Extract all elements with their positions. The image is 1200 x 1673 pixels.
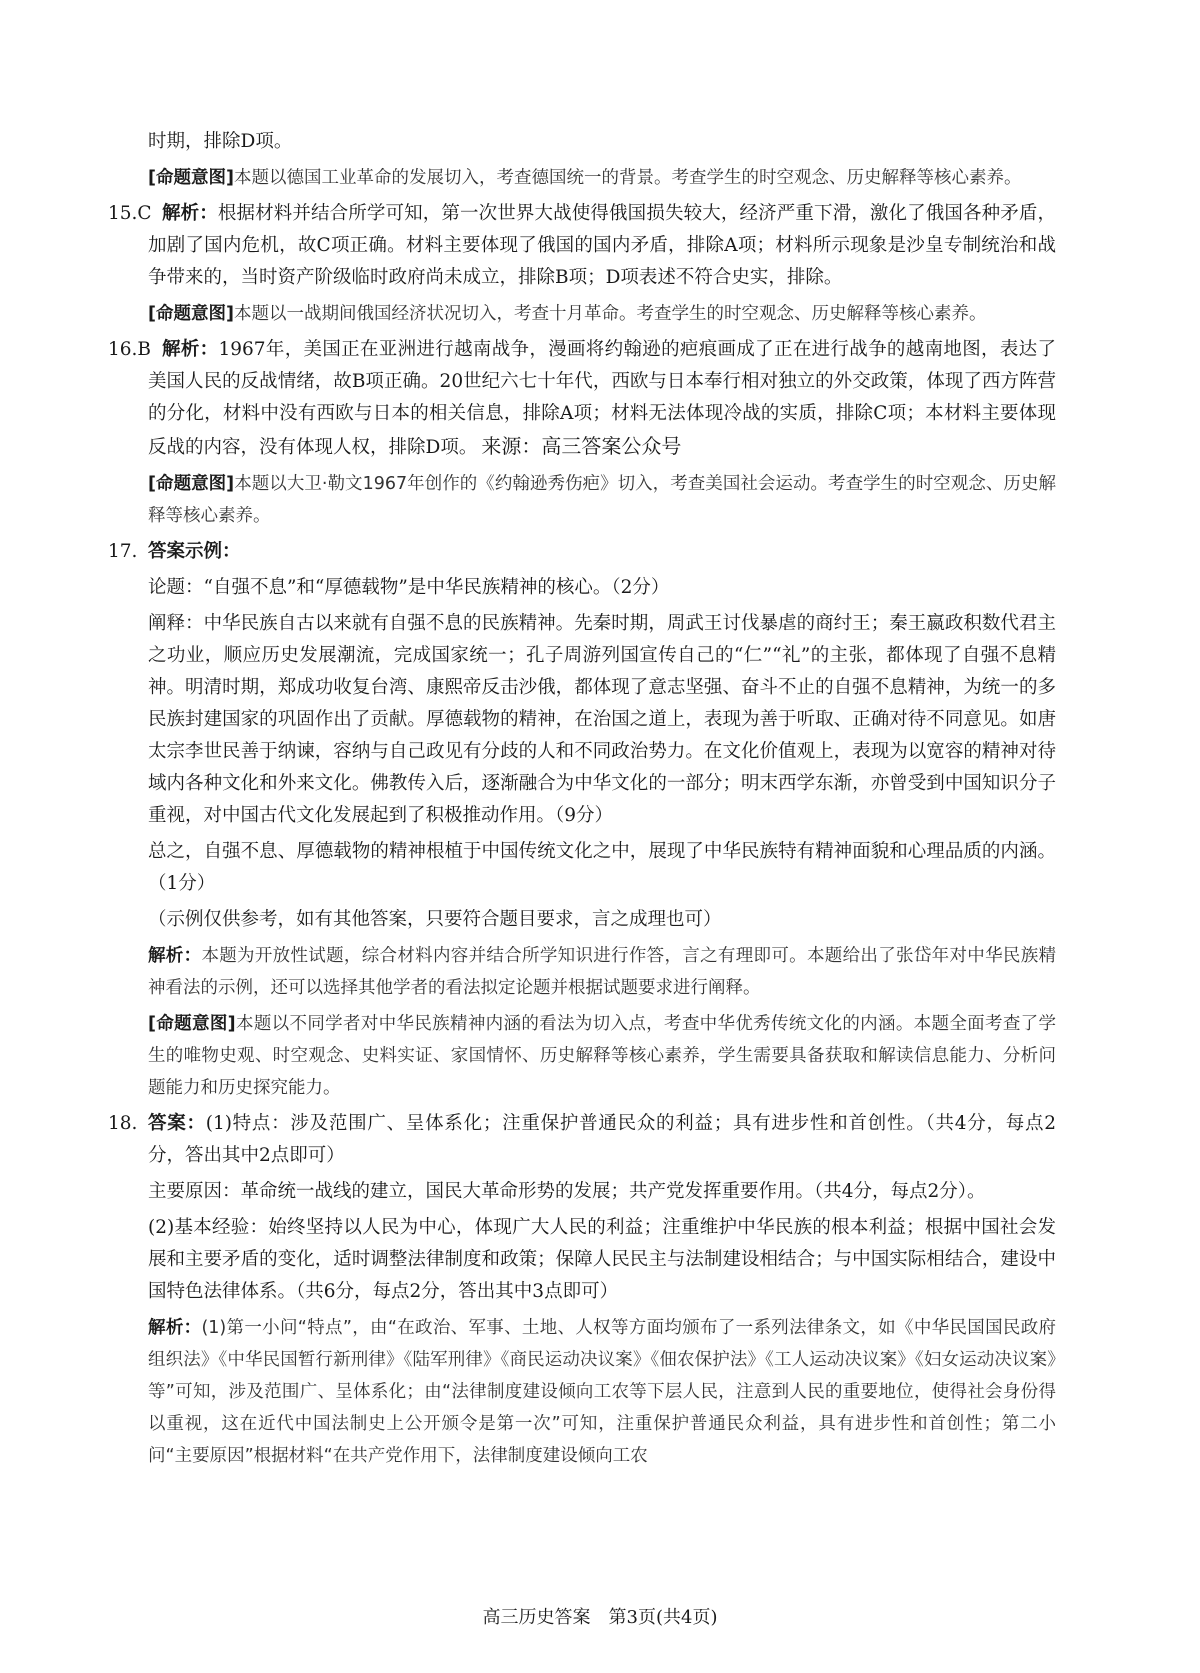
question-number: 16.B [108, 339, 152, 360]
analysis-label: 解析： [162, 203, 218, 224]
analysis-text: 1967年，美国正在亚洲进行越南战争，漫画将约翰逊的疤痕画成了正在进行战争的越南地图，表达了美国人民的反战情绪，故B项正确。20世纪六七十年代，西欧与日本奉行相对独立的外交政策，体现了西方阵营的分化，材料中没有西欧与日本的相关信息，排除A项；材料无法体现冷战的实质，排除C项；本材料主要体现反战的内容，没有体现人权，排除D项。 [148, 339, 1056, 458]
question-17 [108, 536, 1057, 1104]
intent-text: 本题以德国工业革命的发展切入，考查德国统一的背景。考查学生的时空观念、历史解释等核心素养。 [234, 168, 1022, 188]
question-15 [108, 198, 1056, 330]
analysis-label: 解析： [162, 339, 219, 360]
answer-part-1 [148, 1108, 1056, 1172]
answer-paragraph [148, 334, 1056, 464]
intent-tag: [命题意图] [148, 168, 234, 188]
conclusion-paragraph: 总之，自强不息、厚德载物的精神根植于中国传统文化之中，展现了中华民族特有精神面貌和心理品质的内涵。（1分） [148, 841, 1056, 894]
page-content [108, 126, 1057, 1476]
analysis-label: 解析： [148, 946, 202, 966]
page-footer: 高三历史答案 第3页(共4页) [482, 1607, 718, 1628]
intent-tag: [命题意图] [148, 304, 234, 324]
intent-paragraph [148, 468, 1056, 532]
question-number: 15.C [108, 203, 152, 224]
analysis-text: 本题为开放性试题，综合材料内容并结合所学知识进行作答，言之有理即可。本题给出了张岱年对中华民族精神看法的示例，还可以选择其他学者的看法拟定论题并根据试题要求进行阐释。 [148, 946, 1057, 998]
intent-paragraph [148, 162, 1056, 194]
continued-line: 时期，排除D项。 [148, 131, 293, 152]
analysis-text: (1)第一小问“特点”，由“在政治、军事、土地、人权等方面均颁布了一系列法律条文，如《中华民国国民政府组织法》《中华民国暂行新刑律》《陆军刑律》《商民运动决议案》《佃农保护法》《工人运动决议案》《妇女运动决议案》等”可知，涉及范围广、呈体系化；由“法律制度建设倾向工农等下层人民，注意到人民的重要地位，使得社会身份得以重视，这在近代中国法制史上公开颁令是第一次”可知，注重保护普通民众利益，具有进步性和首创性；第二小问“主要原因”根据材料“在共产党作用下，法律制度建设倾向工农 [148, 1318, 1057, 1466]
analysis-label: 解析： [148, 1318, 202, 1338]
reason-paragraph: 主要原因：革命统一战线的建立，国民大革命形势的发展；共产党发挥重要作用。（共4分，每点2分）。 [148, 1181, 986, 1202]
intent-text: 本题以不同学者对中华民族精神内涵的看法为切入点，考查中华优秀传统文化的内涵。本题全面考查了学生的唯物史观、时空观念、史料实证、家国情怀、历史解释等核心素养，学生需要具备获取和解读信息能力、分析问题能力和历史探究能力。 [148, 1014, 1057, 1098]
answer-paragraph [148, 198, 1056, 294]
question-18 [108, 1108, 1057, 1472]
analysis-paragraph [148, 940, 1056, 1004]
intent-paragraph [148, 298, 1056, 330]
question-number: 18. [108, 1113, 138, 1134]
intent-text: 本题以大卫·勒文1967年创作的《约翰逊秀伤疤》切入，考查美国社会运动。考查学生的时空观念、历史解释等核心素养。 [148, 474, 1056, 526]
note-paragraph: （示例仅供参考，如有其他答案，只要符合题目要求，言之成理也可） [148, 909, 722, 930]
analysis-text: 根据材料并结合所学可知，第一次世界大战使得俄国损失较大，经济严重下滑，激化了俄国各种矛盾，加剧了国内危机，故C项正确。材料主要体现了俄国的国内矛盾，排除A项；材料所示现象是沙皇专制统治和战争带来的，当时资产阶级临时政府尚未成立，排除B项；D项表述不符合史实，排除。 [148, 203, 1056, 288]
intent-tag: [命题意图] [148, 1014, 236, 1034]
intent-text: 本题以一战期间俄国经济状况切入，考查十月革命。考查学生的时空观念、历史解释等核心素养。 [234, 304, 987, 324]
analysis-paragraph [148, 1312, 1056, 1472]
question-16 [108, 334, 1056, 532]
answer-label: 答案示例： [148, 541, 241, 562]
elaboration-paragraph: 阐释：中华民族自古以来就有自强不息的民族精神。先秦时期，周武王讨伐暴虐的商纣王；秦王嬴政积数代君主之功业，顺应历史发展潮流，完成国家统一；孔子周游列国宣传自己的“仁”“礼”的主张，都体现了自强不息精神。明清时期，郑成功收复台湾、康熙帝反击沙俄，都体现了意志坚强、奋斗不止的自强不息精神，为统一的多民族封建国家的巩固作出了贡献。厚德载物的精神，在治国之道上，表现为善于听取、正确对待不同意见。如唐太宗李世民善于纳谏，容纳与自己政见有分歧的人和不同政治势力。在文化价值观上，表现为以宽容的精神对待域内各种文化和外来文化。佛教传入后，逐渐融合为中华文化的一部分；明末西学东渐，亦曾受到中国知识分子重视，对中国古代文化发展起到了积极推动作用。（9分） [148, 613, 1056, 826]
answer-part-2: (2)基本经验：始终坚持以人民为中心，体现广大人民的利益；注重维护中华民族的根本利益；根据中国社会发展和主要矛盾的变化，适时调整法律制度和政策；保障人民民主与法制建设相结合；与中国实际相结合，建设中国特色法律体系。（共6分，每点2分，答出其中3点即可） [148, 1217, 1056, 1302]
thesis-paragraph: 论题：“自强不息”和“厚德载物”是中华民族精神的核心。（2分） [148, 577, 670, 598]
answer-part-1-text: (1)特点：涉及范围广、呈体系化；注重保护普通民众的利益；具有进步性和首创性。（共4分，每点2分，答出其中2点即可） [148, 1113, 1056, 1166]
intent-paragraph [148, 1008, 1056, 1104]
source-watermark: 来源：高三答案公众号 [481, 434, 682, 458]
question-number: 17. [108, 541, 138, 562]
intent-tag: [命题意图] [148, 474, 235, 494]
answer-label: 答案： [148, 1113, 206, 1134]
